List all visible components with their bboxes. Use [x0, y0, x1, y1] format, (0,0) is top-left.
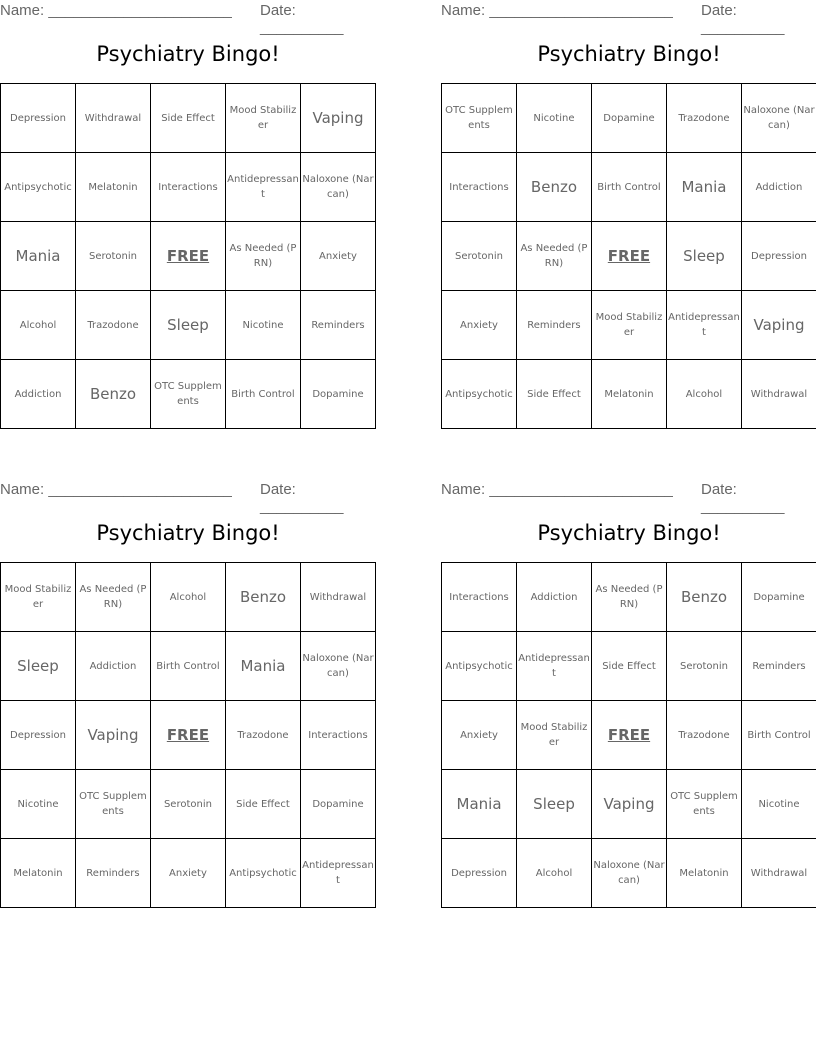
bingo-cell[interactable]: Mood Stabilizer: [1, 563, 76, 632]
bingo-cell[interactable]: OTC Supplements: [75, 770, 150, 839]
bingo-cell[interactable]: Melatonin: [591, 360, 666, 429]
bingo-cell[interactable]: Birth Control: [150, 632, 225, 701]
free-space[interactable]: FREE: [592, 701, 667, 770]
bingo-cell[interactable]: OTC Supplements: [442, 84, 517, 153]
grid-row: [442, 222, 816, 291]
card-title: Psychiatry Bingo!: [537, 521, 721, 545]
bingo-cell[interactable]: Vaping: [592, 770, 667, 839]
bingo-cell[interactable]: Antipsychotic: [442, 632, 517, 701]
bingo-cell[interactable]: Interactions: [150, 153, 225, 222]
grid-row: [442, 701, 816, 770]
bingo-cell[interactable]: Trazodone: [667, 701, 742, 770]
grid-row: [442, 153, 816, 222]
grid-row: [1, 84, 376, 153]
bingo-cell[interactable]: Sleep: [666, 222, 741, 291]
bingo-cell[interactable]: Dopamine: [300, 770, 375, 839]
card-title: Psychiatry Bingo!: [96, 521, 280, 545]
bingo-cell[interactable]: Melatonin: [76, 153, 151, 222]
card-title: Psychiatry Bingo!: [537, 42, 721, 66]
bingo-cell[interactable]: Anxiety: [150, 839, 225, 908]
bingo-cell[interactable]: Anxiety: [442, 701, 517, 770]
bingo-cell[interactable]: Trazodone: [225, 701, 300, 770]
bingo-cell[interactable]: Naloxone (Narcan): [300, 632, 375, 701]
bingo-cell[interactable]: Nicotine: [225, 291, 300, 360]
card-header: [0, 0, 376, 36]
bingo-cell[interactable]: Dopamine: [591, 84, 666, 153]
bingo-cell[interactable]: Benzo: [76, 360, 151, 429]
bingo-cell[interactable]: As Needed (PRN): [225, 222, 300, 291]
bingo-cell[interactable]: Mania: [1, 222, 76, 291]
bingo-cell[interactable]: Alcohol: [666, 360, 741, 429]
free-space[interactable]: FREE: [591, 222, 666, 291]
grid-row: [442, 291, 816, 360]
bingo-cell[interactable]: Trazodone: [666, 84, 741, 153]
bingo-cell[interactable]: Side Effect: [225, 770, 300, 839]
bingo-cell[interactable]: Antipsychotic: [225, 839, 300, 908]
bingo-cell[interactable]: Interactions: [300, 701, 375, 770]
bingo-cell[interactable]: As Needed (PRN): [75, 563, 150, 632]
bingo-cell[interactable]: Withdrawal: [300, 563, 375, 632]
free-space[interactable]: FREE: [150, 222, 225, 291]
grid-row: [442, 563, 816, 632]
bingo-cell[interactable]: Serotonin: [150, 770, 225, 839]
bingo-cell[interactable]: Serotonin: [442, 222, 517, 291]
bingo-cell[interactable]: Side Effect: [592, 632, 667, 701]
bingo-cell[interactable]: Sleep: [517, 770, 592, 839]
bingo-cell[interactable]: Birth Control: [225, 360, 300, 429]
bingo-cell[interactable]: Serotonin: [667, 632, 742, 701]
bingo-grid: [0, 562, 376, 908]
grid-row: [1, 701, 376, 770]
bingo-cell[interactable]: Withdrawal: [76, 84, 151, 153]
bingo-cell[interactable]: Withdrawal: [741, 360, 816, 429]
bingo-cell[interactable]: Mood Stabilizer: [225, 84, 300, 153]
bingo-cell[interactable]: Dopamine: [300, 360, 375, 429]
grid-row: [1, 632, 376, 701]
grid-row: [1, 839, 376, 908]
bingo-cell[interactable]: As Needed (PRN): [592, 563, 667, 632]
grid-row: [442, 632, 816, 701]
card-header: [0, 479, 376, 515]
bingo-cell[interactable]: Benzo: [516, 153, 591, 222]
bingo-cell[interactable]: Alcohol: [1, 291, 76, 360]
bingo-cell[interactable]: Serotonin: [76, 222, 151, 291]
bingo-cell[interactable]: Mania: [666, 153, 741, 222]
bingo-cell[interactable]: Addiction: [75, 632, 150, 701]
bingo-cell[interactable]: Alcohol: [150, 563, 225, 632]
bingo-cell[interactable]: OTC Supplements: [667, 770, 742, 839]
grid-row: [1, 153, 376, 222]
date-field[interactable]: Date: __________: [701, 2, 785, 36]
bingo-cell[interactable]: Reminders: [75, 839, 150, 908]
grid-row: [1, 222, 376, 291]
bingo-cell[interactable]: Alcohol: [517, 839, 592, 908]
grid-row: [1, 770, 376, 839]
grid-row: [442, 770, 816, 839]
grid-row: [442, 360, 816, 429]
bingo-cell[interactable]: Addiction: [517, 563, 592, 632]
bingo-cell[interactable]: Melatonin: [1, 839, 76, 908]
bingo-cell[interactable]: Interactions: [442, 563, 517, 632]
bingo-grid: [441, 83, 816, 429]
bingo-cell[interactable]: Anxiety: [442, 291, 517, 360]
bingo-cell[interactable]: Mood Stabilizer: [517, 701, 592, 770]
card-header: [441, 0, 816, 36]
bingo-cell[interactable]: Melatonin: [667, 839, 742, 908]
bingo-cell[interactable]: Withdrawal: [741, 839, 816, 908]
bingo-cell[interactable]: Naloxone (Narcan): [300, 153, 375, 222]
bingo-cell[interactable]: Antidepressant: [517, 632, 592, 701]
bingo-cell[interactable]: Benzo: [225, 563, 300, 632]
bingo-cell[interactable]: Antidepressant: [225, 153, 300, 222]
bingo-cell[interactable]: Naloxone (Narcan): [741, 84, 816, 153]
bingo-cell[interactable]: Trazodone: [76, 291, 151, 360]
card-header: [441, 479, 816, 515]
bingo-cell[interactable]: As Needed (PRN): [516, 222, 591, 291]
bingo-cell[interactable]: Reminders: [741, 632, 816, 701]
bingo-grid: [441, 562, 816, 908]
bingo-cell[interactable]: Depression: [442, 839, 517, 908]
bingo-cell[interactable]: Nicotine: [1, 770, 76, 839]
bingo-cell[interactable]: Dopamine: [741, 563, 816, 632]
date-field[interactable]: Date: __________: [701, 481, 785, 515]
date-field[interactable]: Date: __________: [260, 2, 344, 36]
grid-row: [442, 84, 816, 153]
bingo-cell[interactable]: Benzo: [667, 563, 742, 632]
bingo-cell[interactable]: Mania: [442, 770, 517, 839]
free-space[interactable]: FREE: [150, 701, 225, 770]
grid-row: [1, 563, 376, 632]
bingo-grid: [0, 83, 376, 429]
bingo-cell[interactable]: Birth Control: [741, 701, 816, 770]
bingo-cell[interactable]: OTC Supplements: [150, 360, 225, 429]
grid-row: [442, 839, 816, 908]
bingo-cell[interactable]: Vaping: [741, 291, 816, 360]
bingo-cell[interactable]: Sleep: [150, 291, 225, 360]
bingo-cell[interactable]: Mood Stabilizer: [591, 291, 666, 360]
grid-row: [1, 360, 376, 429]
name-field[interactable]: Name: ______________________: [0, 481, 232, 498]
card-title: Psychiatry Bingo!: [96, 42, 280, 66]
bingo-cell[interactable]: Vaping: [300, 84, 375, 153]
bingo-cell[interactable]: Addiction: [741, 153, 816, 222]
bingo-cell[interactable]: Antipsychotic: [442, 360, 517, 429]
bingo-cell[interactable]: Depression: [741, 222, 816, 291]
bingo-cell[interactable]: Nicotine: [516, 84, 591, 153]
bingo-cell[interactable]: Depression: [1, 701, 76, 770]
bingo-cell[interactable]: Interactions: [442, 153, 517, 222]
bingo-cell[interactable]: Reminders: [516, 291, 591, 360]
bingo-cell[interactable]: Addiction: [1, 360, 76, 429]
bingo-cell[interactable]: Naloxone (Narcan): [592, 839, 667, 908]
bingo-cell[interactable]: Antidepressant: [300, 839, 375, 908]
bingo-cell[interactable]: Side Effect: [150, 84, 225, 153]
bingo-cell[interactable]: Anxiety: [300, 222, 375, 291]
name-field[interactable]: Name: ______________________: [0, 2, 232, 19]
bingo-cell[interactable]: Nicotine: [741, 770, 816, 839]
date-field[interactable]: Date: __________: [260, 481, 344, 515]
name-field[interactable]: Name: ______________________: [441, 2, 673, 19]
bingo-cell[interactable]: Reminders: [300, 291, 375, 360]
bingo-cell[interactable]: Side Effect: [516, 360, 591, 429]
bingo-cell[interactable]: Vaping: [75, 701, 150, 770]
name-field[interactable]: Name: ______________________: [441, 481, 673, 498]
bingo-cell[interactable]: Sleep: [1, 632, 76, 701]
bingo-cell[interactable]: Antipsychotic: [1, 153, 76, 222]
bingo-cell[interactable]: Mania: [225, 632, 300, 701]
grid-row: [1, 291, 376, 360]
bingo-cell[interactable]: Birth Control: [591, 153, 666, 222]
bingo-cell[interactable]: Depression: [1, 84, 76, 153]
bingo-cell[interactable]: Antidepressant: [666, 291, 741, 360]
